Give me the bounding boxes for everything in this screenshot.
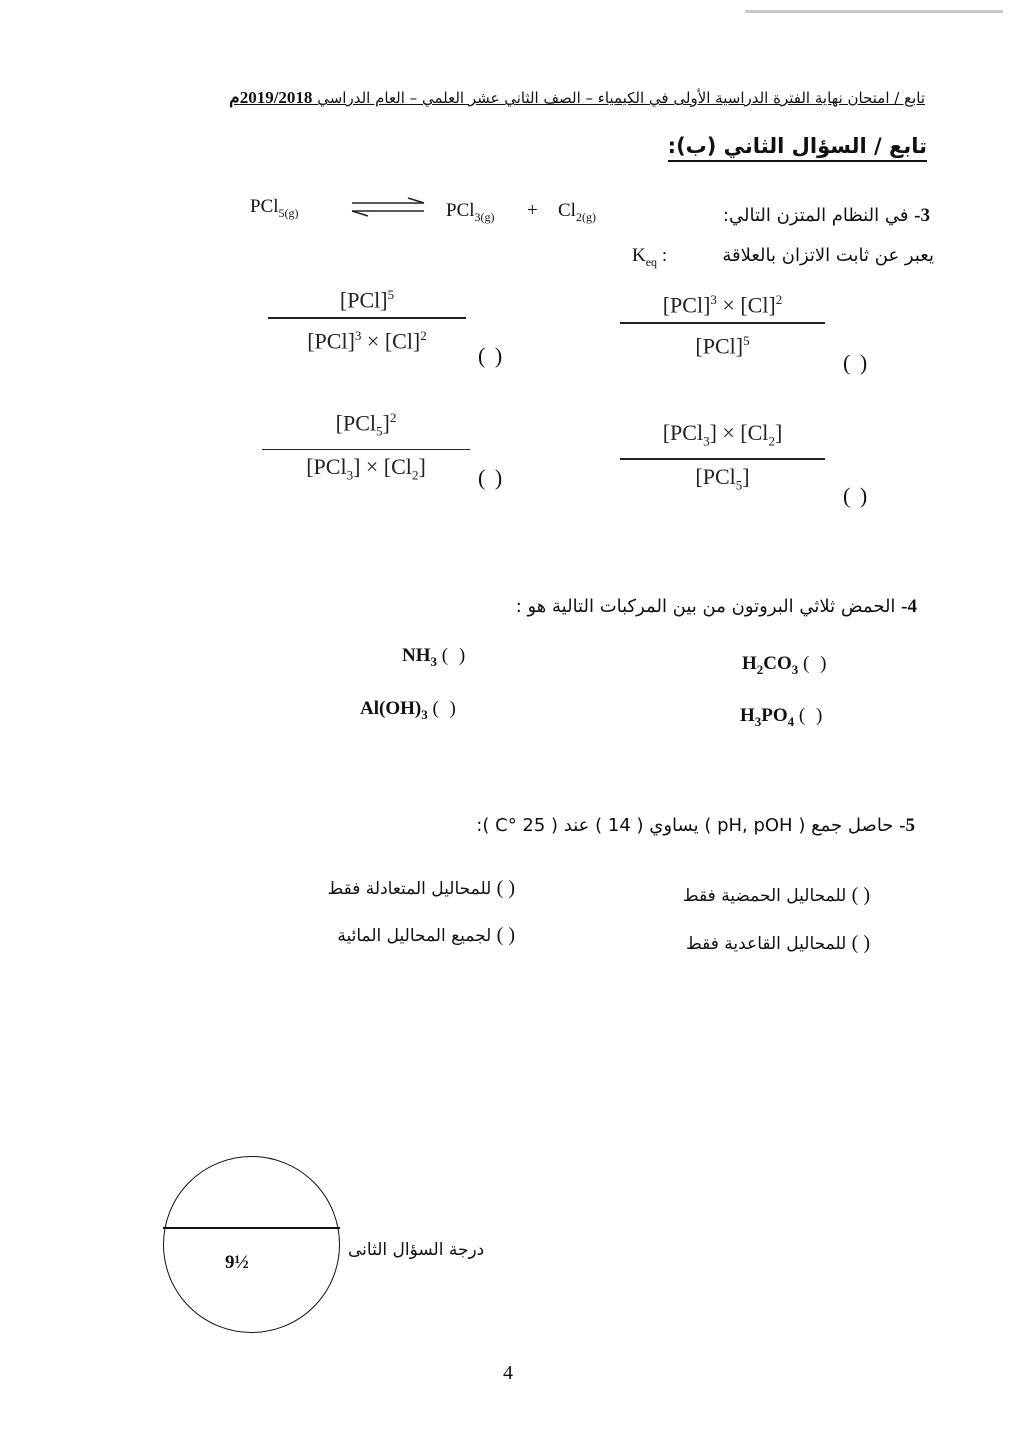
q4-option-h3po4 <box>740 705 825 730</box>
q5-option-all-aqueous <box>337 924 515 947</box>
keq-label <box>632 245 667 270</box>
page-number: 4 <box>503 1362 513 1384</box>
page-header <box>140 88 925 108</box>
q4-option-aloh3-checkbox[interactable]: ( ) <box>432 698 459 719</box>
q5-option-acidic-checkbox[interactable]: ( ) <box>851 884 870 906</box>
q5-option-neutral-checkbox[interactable]: ( ) <box>496 877 515 899</box>
product2-formula: $Cl_{2(g)}$ <box>558 200 596 224</box>
grade-circle <box>163 1156 340 1333</box>
top-rule <box>745 10 1003 13</box>
reactant-formula: PCl$_{5(g)}$ <box>250 196 299 220</box>
fraction-numerator: $[PCl]^3 \times [Cl]^2$ <box>662 292 783 318</box>
q3-text: في النظام المتزن التالي: <box>722 205 909 226</box>
q4-option-h2co3-checkbox[interactable]: ( ) <box>803 653 830 674</box>
q3-number: 3- <box>914 205 930 226</box>
equation-reactant <box>250 196 299 221</box>
option-label: للمحاليل المتعادلة فقط <box>327 879 492 899</box>
q5-option-neutral <box>328 877 515 900</box>
option-label: لجميع المحاليل المائية <box>337 926 492 946</box>
header-year: 2019/2018م <box>229 88 313 107</box>
formula-text: $H_2CO_3$ <box>742 653 799 677</box>
fraction-bar <box>262 449 470 451</box>
fraction-bar <box>620 458 825 460</box>
q4-option-h2co3 <box>742 653 829 678</box>
q3-option-2-checkbox[interactable]: ( ) <box>478 343 505 368</box>
grade-score: 9½ <box>225 1252 249 1273</box>
fraction-bar <box>620 322 825 324</box>
fraction-numerator: $[PCl_3] \times [Cl_2]$ <box>662 420 783 449</box>
grade-label: درجة السؤال الثانى <box>348 1240 485 1260</box>
equation-product2 <box>558 200 596 225</box>
grade-circle-divider <box>163 1227 340 1229</box>
option-label: للمحاليل الحمضية فقط <box>682 886 847 906</box>
q5-option-all-aqueous-checkbox[interactable]: ( ) <box>496 924 515 946</box>
formula-text: $H_3PO_4$ <box>740 705 795 729</box>
q3-subtext: يعبر عن ثابت الاتزان بالعلاقة <box>722 245 934 266</box>
product1-formula: PCl$_{3(g)}$ <box>446 200 495 224</box>
q5-prompt <box>476 815 915 837</box>
q4-number: 4- <box>901 596 917 617</box>
q3-prompt <box>723 205 930 227</box>
q3-option-4-checkbox[interactable]: ( ) <box>478 465 505 490</box>
q5-option-acidic <box>683 884 870 907</box>
q4-prompt <box>516 596 917 618</box>
formula-text: $Al(OH)_3$ <box>360 698 428 722</box>
fraction-numerator: $[PCl_5]^2$ <box>335 410 397 439</box>
fraction-bar <box>268 317 466 319</box>
fraction-denominator: [PCl]$^5$ <box>695 332 750 359</box>
keq-text: $K_{eq}$ : <box>632 245 668 269</box>
equation-plus: + <box>527 200 538 221</box>
q4-option-aloh3 <box>360 698 459 723</box>
q3-option-2 <box>268 282 466 354</box>
q3-option-3 <box>620 420 825 498</box>
q3-subprompt <box>722 245 934 266</box>
q4-option-h3po4-checkbox[interactable]: ( ) <box>798 705 826 726</box>
q4-option-nh3-checkbox[interactable]: ( ) <box>441 645 469 666</box>
q4-option-nh3 <box>402 645 468 670</box>
fraction-denominator: $[PCl]^3 \times [Cl]^2$ <box>307 327 427 354</box>
header-title: تابع / امتحان نهاية الفترة الدراسية الأولى في الكيمياء – الصف الثاني عشر العلمي – العام الدراسي <box>317 89 925 107</box>
fraction-denominator: [PCl$_5$] <box>695 463 750 493</box>
q3-option-1-checkbox[interactable]: ( ) <box>843 350 870 375</box>
fraction-numerator: [PCl]$^5$ <box>339 287 395 313</box>
q3-option-4 <box>262 405 470 489</box>
q4-text: الحمض ثلاثي البروتون من بين المركبات التالية هو : <box>515 596 896 617</box>
q5-text: حاصل جمع ( pH, pOH ) يساوي ( 14 ) عند ( 25 °C ): <box>476 815 894 836</box>
equation-product1 <box>446 200 495 225</box>
q5-number: 5- <box>899 815 915 836</box>
q3-option-1 <box>620 287 825 359</box>
option-label: للمحاليل القاعدية فقط <box>686 934 847 954</box>
formula-text: $NH_3$ <box>402 645 437 669</box>
fraction-denominator: $[PCl_3] \times [Cl_2]$ <box>306 454 426 483</box>
q3-option-3-checkbox[interactable]: ( ) <box>843 483 870 508</box>
equilibrium-arrow-icon <box>348 196 428 218</box>
q5-option-basic <box>686 932 870 955</box>
q5-option-basic-checkbox[interactable]: ( ) <box>851 932 870 954</box>
section-title: تابع / السؤال الثاني (ب): <box>668 134 927 162</box>
